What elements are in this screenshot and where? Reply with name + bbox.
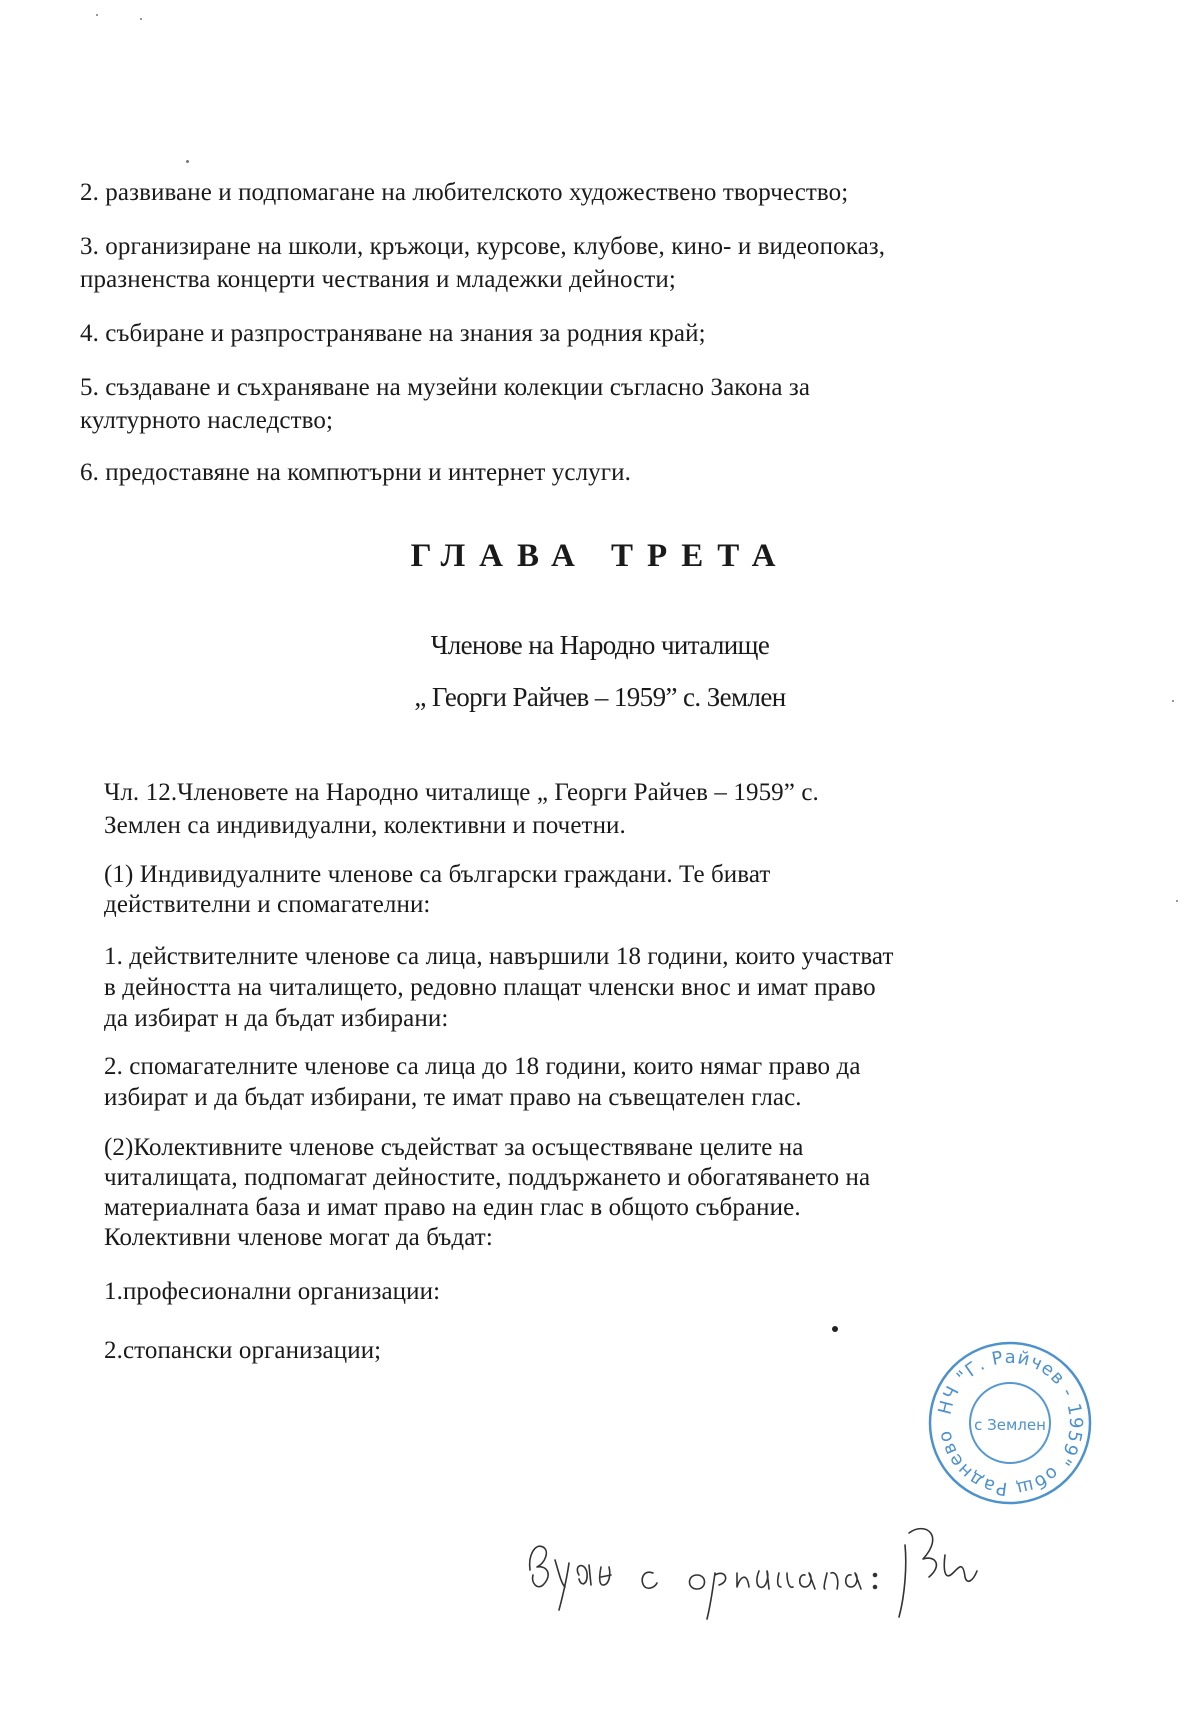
chapter-subtitle: „ Георги Райчев – 1959” с. Землен xyxy=(414,682,786,712)
list-item: 1. действителните членове са лица, навършили 18 години, които участват xyxy=(104,943,894,970)
handwritten-signature xyxy=(525,1515,1065,1625)
paragraph: (2)Колективните членове съдействат за осъществяване целите на xyxy=(104,1134,804,1161)
list-item: да избират н да бъдат избирани: xyxy=(104,1005,449,1032)
list-item: 2.стопански организации; xyxy=(104,1337,382,1364)
list-item: избират и да бъдат избирани, те имат право на съвещателен глас. xyxy=(104,1084,802,1111)
list-item: 2. спомагателните членове са лица до 18 години, които нямаг право да xyxy=(104,1053,861,1080)
list-item: 1.професионални организации: xyxy=(104,1278,441,1305)
article-text: Землен са индивидуални, колективни и почетни. xyxy=(104,812,626,839)
chapter-subtitle: Членове на Народно читалище xyxy=(430,630,770,660)
list-item: в дейността на читалището, редовно плащат членски внос и имат право xyxy=(104,974,876,1001)
list-item-continuation: културното наследство; xyxy=(80,407,333,434)
list-item: 2. развиване и подпомагане на любителското художествено творчество; xyxy=(80,179,849,206)
scan-speck xyxy=(832,1326,838,1332)
paragraph: материалната база и имат право на един глас в общото събрание. xyxy=(104,1194,801,1221)
paragraph: читалищата, подпомагат дейностите, поддържането и обогатяването на xyxy=(104,1164,871,1191)
chapter-title: ГЛАВА ТРЕТА xyxy=(410,538,790,574)
round-stamp xyxy=(925,1338,1095,1508)
scan-speck xyxy=(1172,700,1174,702)
scan-speck xyxy=(96,14,98,16)
list-item: 3. организиране на школи, кръжоци, курсове, клубове, кино- и видеопоказ, xyxy=(80,233,886,260)
list-item: 5. създаване и съхраняване на музейни колекции съгласно Закона за xyxy=(80,374,811,401)
scan-speck xyxy=(1176,900,1178,902)
scan-speck xyxy=(140,18,142,20)
paragraph: (1) Индивидуалните членове са български граждани. Те биват xyxy=(104,861,771,888)
article-heading: Чл. 12.Членовете на Народно читалище „ Георги Райчев – 1959” с. xyxy=(104,779,819,806)
paragraph: Колективни членове могат да бъдат: xyxy=(104,1224,493,1251)
list-item-continuation: празненства концерти чествания и младежки дейности; xyxy=(80,266,676,293)
stamp-ring-text: НЧ "Г. Райчев - 1959" общ Раднево xyxy=(934,1346,1087,1500)
list-item: 4. събиране и разпространяване на знания за родния край; xyxy=(80,320,706,347)
paragraph: действителни и спомагателни: xyxy=(104,891,431,918)
scan-speck xyxy=(186,160,189,163)
stamp-center-text: с Землен xyxy=(974,1416,1046,1434)
list-item: 6. предоставяне на компютърни и интернет услуги. xyxy=(80,459,631,486)
